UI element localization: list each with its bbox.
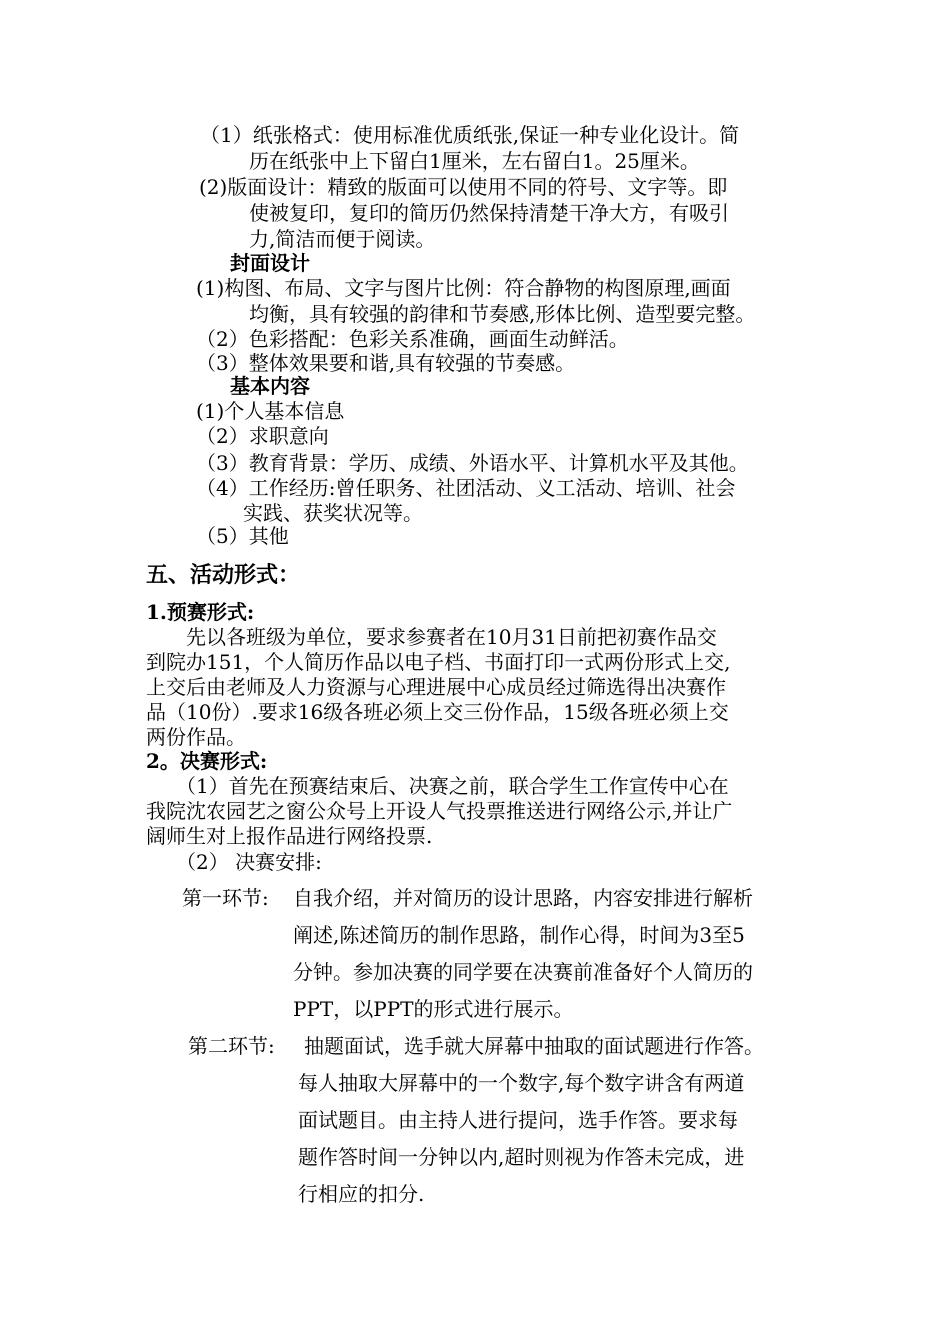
content-item-5: （5）其他	[196, 524, 289, 548]
cover-item-1-line-2: 均衡，具有较强的韵律和节奏感,形体比例、造型要完整。	[249, 302, 756, 326]
final-paragraph-line-1: （1）首先在预赛结束后、决赛之前，联合学生工作宣传中心在	[176, 774, 729, 798]
stage-one-line-1: 自我介绍，并对简历的设计思路，内容安排进行解析	[293, 886, 753, 910]
prelim-paragraph-line-3: 上交后由老师及人力资源与心理进展中心成员经过筛选得出决赛作	[146, 675, 726, 699]
layout-design-line-1: (2)版面设计：精致的版面可以使用不同的符号、文字等。即	[199, 175, 728, 199]
prelim-heading: 1.预赛形式:	[146, 600, 255, 624]
cover-item-3: （3）整体效果要和谐,具有较强的节奏感。	[196, 351, 576, 375]
stage-two-line-3: 面试题目。由主持人进行提问，选手作答。要求每	[298, 1108, 738, 1132]
content-item-4-line-2: 实践、获奖状况等。	[243, 501, 423, 525]
final-arrangement-label: （2） 决赛安排:	[176, 850, 322, 874]
stage-two-line-1: 抽题面试，选手就大屏幕中抽取的面试题进行作答。	[304, 1034, 764, 1058]
final-heading: 2。决赛形式:	[146, 749, 268, 773]
layout-design-line-2: 使被复印，复印的简历仍然保持清楚干净大方，有吸引	[249, 201, 729, 225]
content-item-1: (1)个人基本信息	[196, 399, 345, 423]
content-item-4-line-1: （4）工作经历:曾任职务、社团活动、义工活动、培训、社会	[196, 476, 736, 500]
prelim-paragraph-line-4: 品（10份）.要求16级各班必须上交三份作品，15级各班必须上交	[146, 700, 729, 724]
prelim-paragraph-line-1: 先以各班级为单位，要求参赛者在10月31日前把初赛作品交	[186, 625, 717, 649]
paper-format-line-2: 历在纸张中上下留白1厘米，左右留白1。25厘米。	[249, 149, 700, 173]
stage-one-line-3: 分钟。参加决赛的同学要在决赛前准备好个人简历的	[293, 960, 753, 984]
section-five-heading: 五、活动形式：	[146, 562, 301, 588]
paper-format-line-1: （1）纸张格式：使用标准优质纸张,保证一种专业化设计。简	[200, 123, 740, 147]
stage-one-label: 第一环节:	[182, 886, 269, 910]
final-paragraph-line-3: 阔师生对上报作品进行网络投票.	[146, 824, 433, 848]
layout-design-line-3: 力,简洁而便于阅读。	[249, 227, 436, 251]
content-item-3: （3）教育背景：学历、成绩、外语水平、计算机水平及其他。	[196, 451, 749, 475]
final-paragraph-line-2: 我院沈农园艺之窗公众号上开设人气投票推送进行网络公示,并让广	[146, 799, 733, 823]
cover-design-heading: 封面设计	[230, 251, 310, 275]
stage-one-line-4: PPT，以PPT的形式进行展示。	[293, 997, 574, 1021]
prelim-paragraph-line-5: 两份作品。	[146, 725, 246, 749]
stage-two-line-4: 题作答时间一分钟以内,超时则视为作答未完成，进	[298, 1145, 745, 1169]
stage-two-label: 第二环节:	[188, 1034, 275, 1058]
stage-one-line-2: 阐述,陈述简历的制作思路，制作心得，时间为3至5	[293, 923, 745, 947]
prelim-paragraph-line-2: 到院办151，个人简历作品以电子档、书面打印一式两份形式上交,	[146, 650, 731, 674]
cover-item-2: （2）色彩搭配：色彩关系准确，画面生动鲜活。	[196, 327, 629, 351]
stage-two-line-2: 每人抽取大屏幕中的一个数字,每个数字讲含有两道	[298, 1071, 745, 1095]
content-item-2: （2）求职意向	[196, 424, 329, 448]
basic-content-heading: 基本内容	[230, 374, 310, 398]
stage-two-line-5: 行相应的扣分.	[298, 1182, 425, 1206]
cover-item-1-line-1: (1)构图、布局、文字与图片比例：符合静物的构图原理,画面	[196, 276, 731, 300]
